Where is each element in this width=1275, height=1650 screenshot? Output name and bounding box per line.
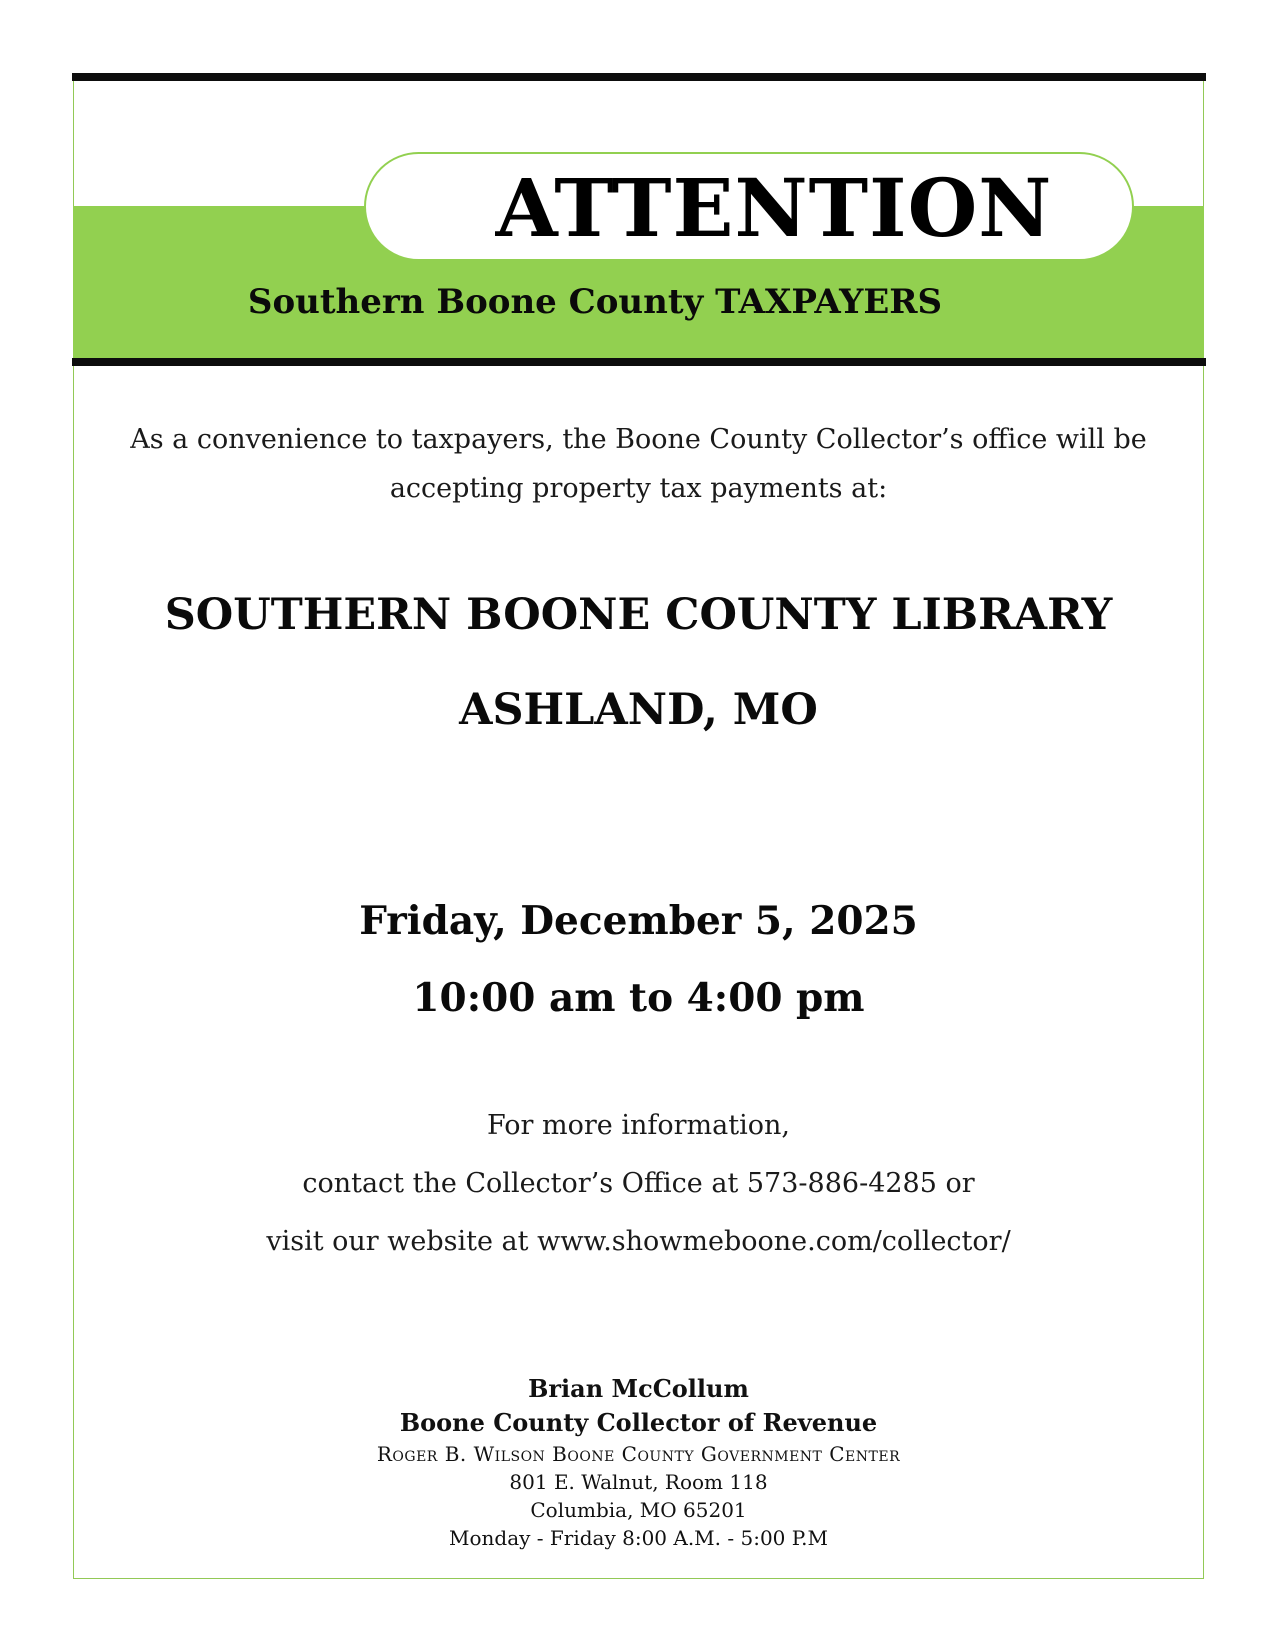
event-hours: 10:00 am to 4:00 pm: [412, 975, 865, 1021]
intro-line-1: As a convenience to taxpayers, the Boone County Collector’s office will be: [130, 424, 1147, 455]
street-address: 801 E. Walnut, Room 118: [509, 1470, 768, 1494]
collector-name: Brian McCollum: [528, 1374, 749, 1403]
contact-line-1: For more information,: [487, 1110, 790, 1141]
government-center: Roger B. Wilson Boone County Government Center: [376, 1442, 901, 1466]
top-black-rule: [72, 73, 1206, 81]
office-hours: Monday - Friday 8:00 A.M. - 5:00 P.M: [448, 1526, 828, 1550]
banner-bottom-rule: [72, 358, 1206, 366]
city-state-zip: Columbia, MO 65201: [530, 1498, 747, 1522]
attention-headline: ATTENTION: [495, 161, 1053, 255]
intro-paragraph: [73, 415, 1204, 513]
contact-line-2: contact the Collector’s Office at 573-886-4285 or: [302, 1168, 975, 1199]
taxpayers-subheadline: Southern Boone County TAXPAYERS: [247, 282, 943, 322]
event-date: Friday, December 5, 2025: [359, 898, 918, 944]
venue-name: SOUTHERN BOONE COUNTY LIBRARY: [164, 590, 1113, 640]
contact-line-3: visit our website at www.showmeboone.com/collector/: [266, 1226, 1011, 1257]
intro-line-2: accepting property tax payments at:: [389, 473, 888, 504]
collector-title: Boone County Collector of Revenue: [399, 1408, 878, 1437]
venue-city: ASHLAND, MO: [459, 685, 818, 735]
